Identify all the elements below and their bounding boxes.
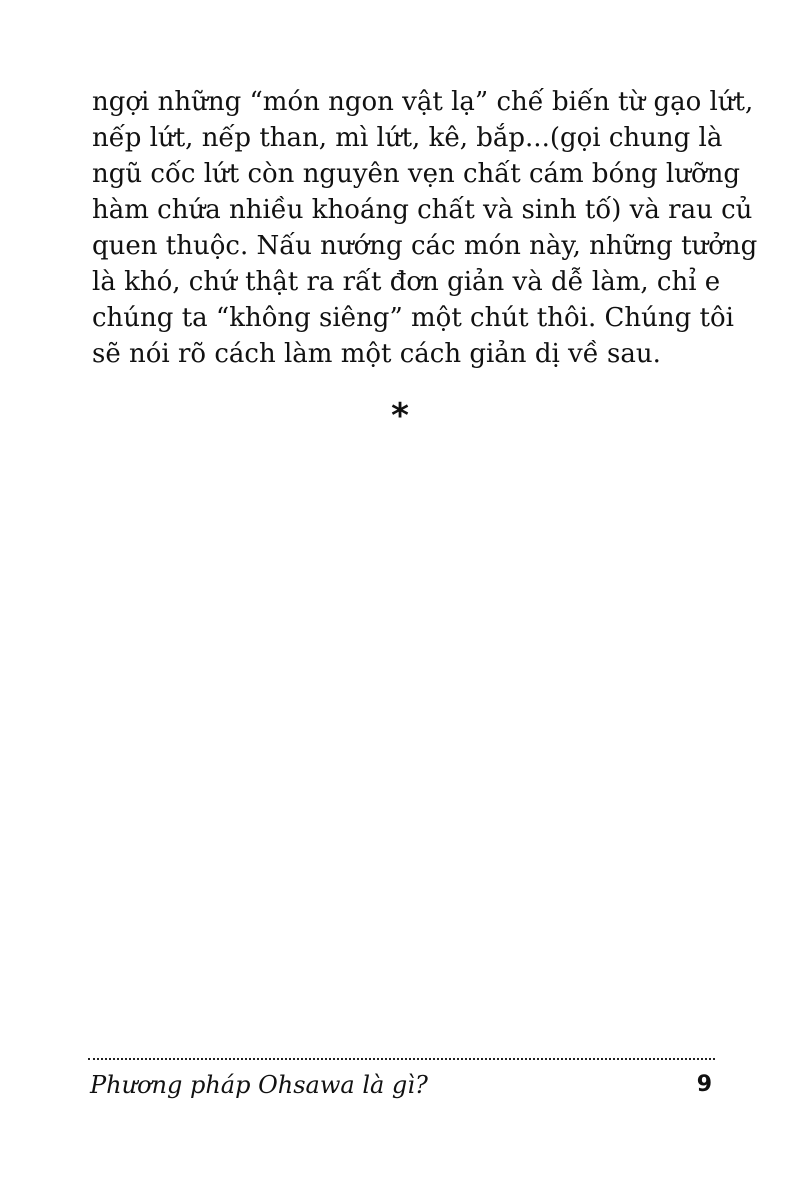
page-number: 9: [696, 1072, 712, 1097]
text-line-6: là khó, chứ thật ra rất đơn giản và dễ làm, chỉ e: [92, 267, 721, 297]
running-footer-title: Phương pháp Ohsawa là gì?: [90, 1071, 428, 1099]
text-line-5: quen thuộc. Nấu nướng các món này, những tưởng: [92, 231, 758, 261]
text-line-7: chúng ta “không siêng” một chút thôi. Chúng tôi: [92, 303, 734, 333]
text-line-1: ngợi những “món ngon vật lạ” chế biến từ gạo lứt,: [92, 87, 754, 117]
body-paragraph: [92, 84, 758, 372]
text-line-2: nếp lứt, nếp than, mì lứt, kê, bắp...(gọi chung là: [92, 123, 723, 153]
text-line-8: sẽ nói rõ cách làm một cách giản dị về sau.: [92, 339, 661, 369]
footer-dotted-rule: [88, 1058, 715, 1060]
text-line-3: ngũ cốc lứt còn nguyên vẹn chất cám bóng lưỡng: [92, 159, 740, 189]
text-line-4: hàm chứa nhiều khoáng chất và sinh tố) và rau củ: [92, 195, 753, 225]
section-separator: *: [391, 396, 409, 436]
